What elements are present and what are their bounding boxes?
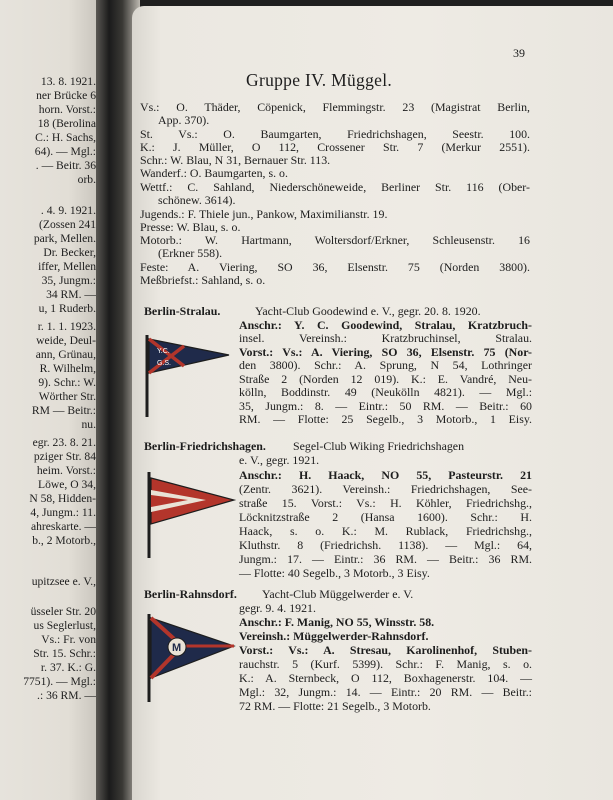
officer-line: Motorb.: W. Hartmann, Woltersdorf/Erkner, Schleusenstr. 16 (140, 233, 530, 247)
left-page-line: orb. (77, 173, 96, 186)
club-line: Anschr.: H. Haack, NO 55, Pasteurstr. 21 (239, 468, 532, 482)
svg-text:Y.C.: Y.C. (157, 348, 170, 355)
officer-line: Schr.: W. Blau, N 31, Bernauer Str. 113. (140, 153, 331, 167)
club-line: e. V., gegr. 1921. (239, 453, 320, 467)
left-page-line: egr. 23. 8. 21. (32, 436, 96, 449)
club-burgee-wiking (146, 470, 238, 560)
club-line: Löcknitzstraße 2 (Hansa 1600). Schr.: H. (239, 510, 532, 524)
club-location: Berlin-Friedrichshagen. (144, 439, 266, 453)
page-number: 39 (513, 46, 525, 60)
club-line: — Flotte: 40 Segelb., 3 Motorb., 3 Eisy. (239, 566, 430, 580)
club-line: Anschr.: F. Manig, NO 55, Winsstr. 58. (239, 615, 435, 629)
officer-line: Wettf.: C. Sahland, Niederschöneweide, Berliner Str. 116 (Ober- (140, 180, 530, 194)
club-location: Berlin-Rahnsdorf. (144, 587, 237, 601)
svg-text:G.S.: G.S. (157, 360, 172, 367)
left-page-line: b., 2 Motorb., (32, 534, 96, 547)
club-line: Straße 2 (Norden 12 019). K.: E. Vandré, Neu- (239, 372, 532, 386)
left-page-line: 13. 8. 1921. (40, 75, 96, 88)
club-line: Mgl.: 32, Jungm.: 14. — Eintr.: 20 RM. — Beitr.: (239, 685, 532, 699)
left-page-line: iffer, Mellen (38, 260, 96, 273)
left-page-line: üsseler Str. 20 (30, 605, 96, 618)
left-page-line: . 4. 9. 1921. (40, 204, 96, 217)
officer-line: (Erkner 558). (158, 246, 223, 260)
officer-line: Jugends.: F. Thiele jun., Pankow, Maximilianstr. 19. (140, 207, 388, 221)
club-line: kölln, Boddinstr. 49 (Neukölln 4821). — Mgl.: (239, 385, 532, 399)
club-burgee-mueggelwerder (146, 612, 238, 704)
left-page-line: ann, Grünau, (35, 348, 96, 361)
left-page-line: Wörther Str. (38, 390, 96, 403)
left-page-line: horn. Vorst.: (38, 103, 96, 116)
left-page-line: 35, Jungm.: (41, 274, 96, 287)
club-line: Anschr.: Y. C. Goodewind, Stralau, Kratzbruch- (239, 318, 532, 332)
club-burgee-goodewind (144, 333, 234, 418)
club-line: gegr. 9. 4. 1921. (239, 601, 316, 615)
left-page-line: r. 1. 1. 1923. (37, 320, 96, 333)
left-page-line: upitzsee e. V., (31, 575, 96, 588)
left-page-line: . — Beitr. 36 (35, 159, 96, 172)
left-page-line: R. Wilhelm, (39, 362, 96, 375)
left-page-line: 34 RM. — (46, 288, 96, 301)
officer-line: schönew. 3614). (158, 193, 236, 207)
club-line: 72 RM. — Flotte: 21 Segelb., 3 Motorb. (239, 699, 431, 713)
left-page-line: 18 (Berolina (37, 117, 96, 130)
officer-line: App. 370). (158, 113, 210, 127)
left-page-line: park, Mellen. (33, 232, 96, 245)
officer-line: Meßbriefst.: Sahland, s. o. (140, 273, 266, 287)
left-page-line: Str. 15. Schr.: (33, 647, 96, 660)
left-page-line: nu. (81, 418, 96, 431)
left-page-line: weide, Deul- (36, 334, 96, 347)
left-page-line: Löwe, O 34, (38, 478, 96, 491)
club-line: Segel-Club Wiking Friedrichshagen (293, 439, 465, 453)
section-title: Gruppe IV. Müggel. (246, 70, 393, 90)
officer-line: Feste: A. Viering, SO 36, Elsenstr. 75 (Norden 3800). (140, 260, 530, 274)
club-line: (Zentr. 3621). Vereinsh.: Friedrichshagen, See- (239, 482, 532, 496)
officer-line: Presse: W. Blau, s. o. (140, 220, 241, 234)
left-page-line: Dr. Becker, (43, 246, 96, 259)
club-line: K.: A. Sternbeck, O 112, Boxhagenerstr. 104. — (239, 671, 532, 685)
left-page-line: N 58, Hidden- (29, 492, 96, 505)
left-page-line: C.: H. Sachs, (35, 131, 96, 144)
left-page-line: ner Brücke 6 (36, 89, 96, 102)
left-page-line: r. 37. K.: G. (40, 661, 96, 674)
club-line: insel. Vereinsh.: Kratzbruchinsel, Stralau. (239, 331, 532, 345)
officer-line: Wanderf.: O. Baumgarten, s. o. (140, 166, 288, 180)
club-line: Jungm.: 17. — Eintr.: 36 RM. — Beitr.: 36 RM. (239, 552, 532, 566)
club-line: Kluthstr. 8 (Friedrichsh. 1138). — Mgl.: 64, (239, 538, 532, 552)
club-line: Yacht-Club Müggelwerder e. V. (262, 587, 414, 601)
left-page-line: heim. Vorst.: (36, 464, 96, 477)
left-page-line: 9). Schr.: W. (38, 376, 96, 389)
club-line: Haack, s. o. K.: M. Rublack, Friedrichshg., (239, 524, 532, 538)
officer-line: Vs.: O. Thäder, Cöpenick, Flemmingstr. 23 (Magistrat Berlin, (140, 100, 530, 114)
left-page-line: 7751). — Mgl.: (23, 675, 96, 688)
club-line: straße 15. Vorst.: Vs.: H. Köhler, Friedrichshg., (239, 496, 532, 510)
left-page-line: ahreskarte. — (30, 520, 96, 533)
club-line: Vorst.: Vs.: A. Stresau, Karolinenhof, Stuben- (239, 643, 532, 657)
club-line: den 3800). Schr.: A. Sprung, N 54, Lothringer (239, 358, 532, 372)
club-line: RM. — Flotte: 25 Segelb., 3 Motorb., 1 Eisy. (239, 412, 532, 426)
left-page-line: 4, Jungm.: 11. (30, 506, 96, 519)
left-page-line: Vs.: Fr. von (41, 633, 96, 646)
left-page-line: RM — Beitr.: (31, 404, 96, 417)
left-page-line: (Zossen 241 (39, 218, 96, 231)
club-line: rauchstr. 5 (Kurf. 5399). Schr.: F. Manig, s. o. (239, 657, 532, 671)
left-page-line: 64). — Mgl.: (34, 145, 96, 158)
club-line: 35, Jungm.: 8. — Eintr.: 50 RM. — Beitr.: 60 (239, 399, 532, 413)
officer-line: St. Vs.: O. Baumgarten, Friedrichshagen, Seestr. 100. (140, 127, 530, 141)
left-page-line: .: 36 RM. — (37, 689, 96, 702)
club-line: Vereinsh.: Müggelwerder-Rahnsdorf. (239, 629, 429, 643)
left-page-line: u, 1 Ruderb. (38, 302, 96, 315)
club-line: Yacht-Club Goodewind e. V., gegr. 20. 8. 1920. (255, 304, 481, 318)
club-location: Berlin-Stralau. (144, 304, 221, 318)
left-page-line: pziger Str. 84 (33, 450, 96, 463)
club-line: Vorst.: Vs.: A. Viering, SO 36, Elsenstr. 75 (Nor- (239, 345, 532, 359)
left-page-line: us Seglerlust, (33, 619, 96, 632)
svg-text:M: M (172, 642, 182, 654)
officer-line: K.: J. Müller, O 112, Crossener Str. 7 (Merkur 2551). (140, 140, 530, 154)
